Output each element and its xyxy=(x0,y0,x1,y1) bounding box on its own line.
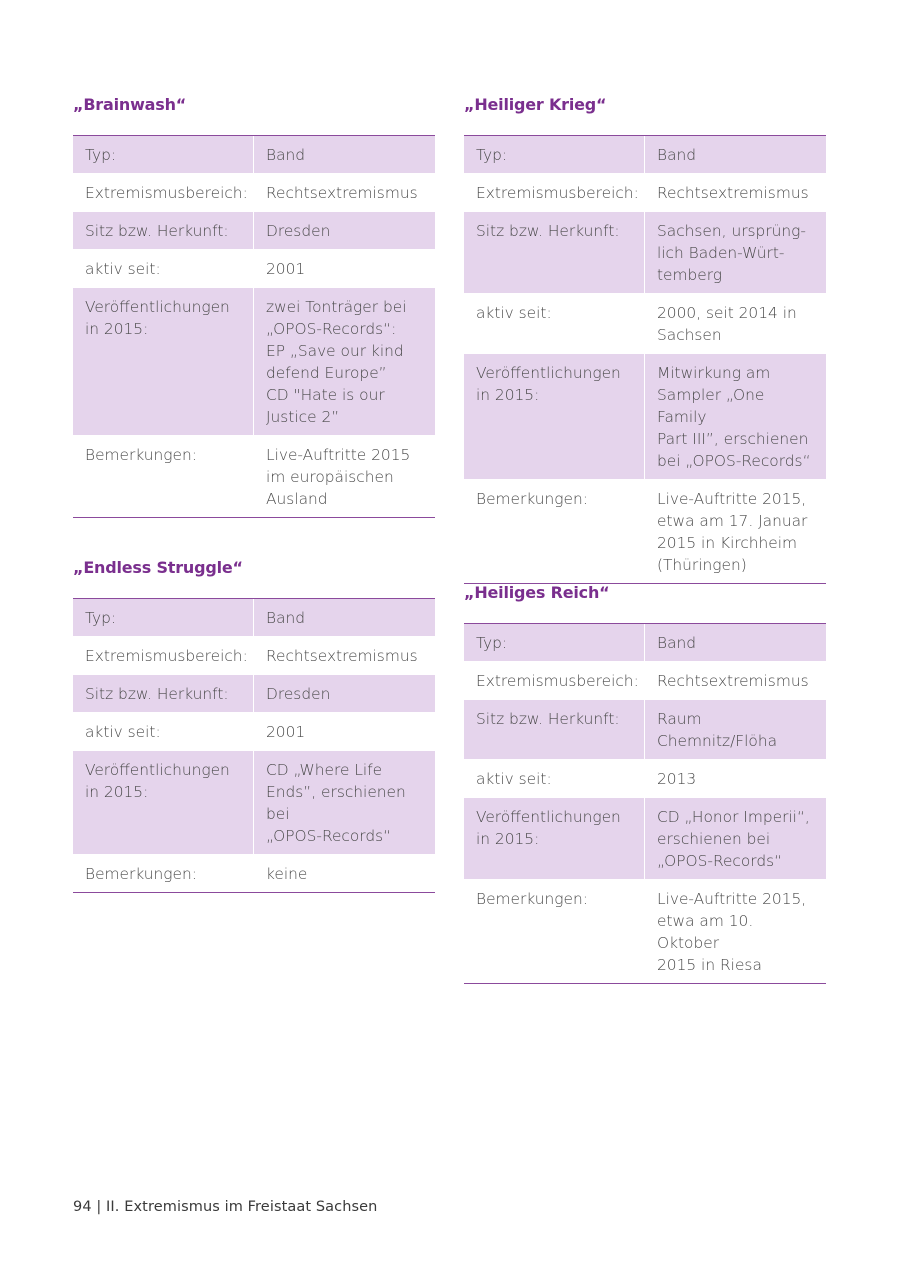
row-key: Veröffentlichungen in 2015: xyxy=(73,751,253,854)
table-row xyxy=(73,751,435,854)
table-row xyxy=(73,713,435,750)
table-row xyxy=(464,480,826,583)
row-key: Veröffentlichungen in 2015: xyxy=(464,354,644,479)
row-key: Bemerkungen: xyxy=(85,446,197,464)
table-row xyxy=(73,288,435,435)
row-key: Typ: xyxy=(464,624,644,661)
row-value: Band xyxy=(645,624,826,661)
info-table xyxy=(73,135,435,518)
table-row xyxy=(464,294,826,353)
row-key: Typ: xyxy=(73,599,253,636)
row-value: Band xyxy=(645,136,826,173)
table-row xyxy=(73,675,435,712)
row-value: Dresden xyxy=(254,212,435,249)
row-key: aktiv seit: xyxy=(85,723,161,741)
section-title: „Endless Struggle“ xyxy=(73,558,243,577)
row-value: Live-Auftritte 2015, etwa am 10. Oktober 2015 in Riesa xyxy=(657,890,807,974)
table-row xyxy=(464,700,826,759)
section-title: „Brainwash“ xyxy=(73,95,187,114)
row-key: Sitz bzw. Herkunft: xyxy=(464,700,644,759)
table-row xyxy=(464,212,826,293)
table-row xyxy=(464,760,826,797)
row-key: Bemerkungen: xyxy=(476,490,588,508)
row-value: Rechtsextremismus xyxy=(657,672,809,690)
row-value: 2001 xyxy=(266,260,306,278)
row-key: Bemerkungen: xyxy=(85,865,197,883)
info-table xyxy=(464,135,826,584)
row-value: zwei Tonträger bei „OPOS-Records“: EP „Save our kind defend Europe” CD "Hate is our Justice 2” xyxy=(254,288,435,435)
row-value: Rechtsextremismus xyxy=(657,184,809,202)
table-row xyxy=(464,662,826,699)
row-value: 2013 xyxy=(657,770,697,788)
table-row xyxy=(464,136,826,173)
row-key: Sitz bzw. Herkunft: xyxy=(73,212,253,249)
row-value: Live-Auftritte 2015, etwa am 17. Januar 2015 in Kirchheim (Thüringen) xyxy=(657,490,808,574)
row-value: Band xyxy=(254,136,435,173)
row-key: Sitz bzw. Herkunft: xyxy=(73,675,253,712)
row-key: Typ: xyxy=(73,136,253,173)
row-key: Extremismusbereich: xyxy=(476,184,639,202)
table-row xyxy=(464,798,826,879)
row-key: Bemerkungen: xyxy=(476,890,588,908)
table-row xyxy=(73,174,435,211)
row-key: Sitz bzw. Herkunft: xyxy=(464,212,644,293)
row-key: Extremismusbereich: xyxy=(85,184,248,202)
row-value: keine xyxy=(266,865,308,883)
row-value: CD „Honor Imperii“, erschienen bei „OPOS-Records“ xyxy=(645,798,826,879)
table-row xyxy=(73,136,435,173)
row-key: Veröffentlichungen in 2015: xyxy=(464,798,644,879)
row-value: Band xyxy=(254,599,435,636)
row-key: Veröffentlichungen in 2015: xyxy=(73,288,253,435)
row-value: CD „Where Life Ends”, erschienen bei „OPOS-Records“ xyxy=(254,751,435,854)
table-row xyxy=(73,250,435,287)
table-row xyxy=(464,624,826,661)
page-footer: 94 | II. Extremismus im Freistaat Sachsen xyxy=(73,1199,378,1215)
row-value: Sachsen, ursprüng- lich Baden-Würt- temberg xyxy=(645,212,826,293)
row-value: Rechtsextremismus xyxy=(266,184,418,202)
row-key: Extremismusbereich: xyxy=(476,672,639,690)
row-key: aktiv seit: xyxy=(476,304,552,322)
table-row xyxy=(73,637,435,674)
row-value: Dresden xyxy=(254,675,435,712)
section-title: „Heiliges Reich“ xyxy=(464,583,610,602)
row-key: aktiv seit: xyxy=(476,770,552,788)
row-value: 2000, seit 2014 in Sachsen xyxy=(657,304,797,344)
table-row xyxy=(464,880,826,983)
row-value: Raum Chemnitz/Flöha xyxy=(645,700,826,759)
table-row xyxy=(464,354,826,479)
section-title: „Heiliger Krieg“ xyxy=(464,95,607,114)
table-row xyxy=(73,599,435,636)
table-row xyxy=(73,436,435,517)
info-table xyxy=(464,623,826,984)
row-value: Live-Auftritte 2015 im europäischen Ausland xyxy=(266,446,411,508)
table-row xyxy=(464,174,826,211)
table-row xyxy=(73,212,435,249)
row-key: Typ: xyxy=(464,136,644,173)
row-value: Rechtsextremismus xyxy=(266,647,418,665)
row-key: Extremismusbereich: xyxy=(85,647,248,665)
info-table xyxy=(73,598,435,893)
row-key: aktiv seit: xyxy=(85,260,161,278)
table-row xyxy=(73,855,435,892)
row-value: Mitwirkung am Sampler „One Family Part III”, erschienen bei „OPOS-Records“ xyxy=(645,354,826,479)
row-value: 2001 xyxy=(266,723,306,741)
